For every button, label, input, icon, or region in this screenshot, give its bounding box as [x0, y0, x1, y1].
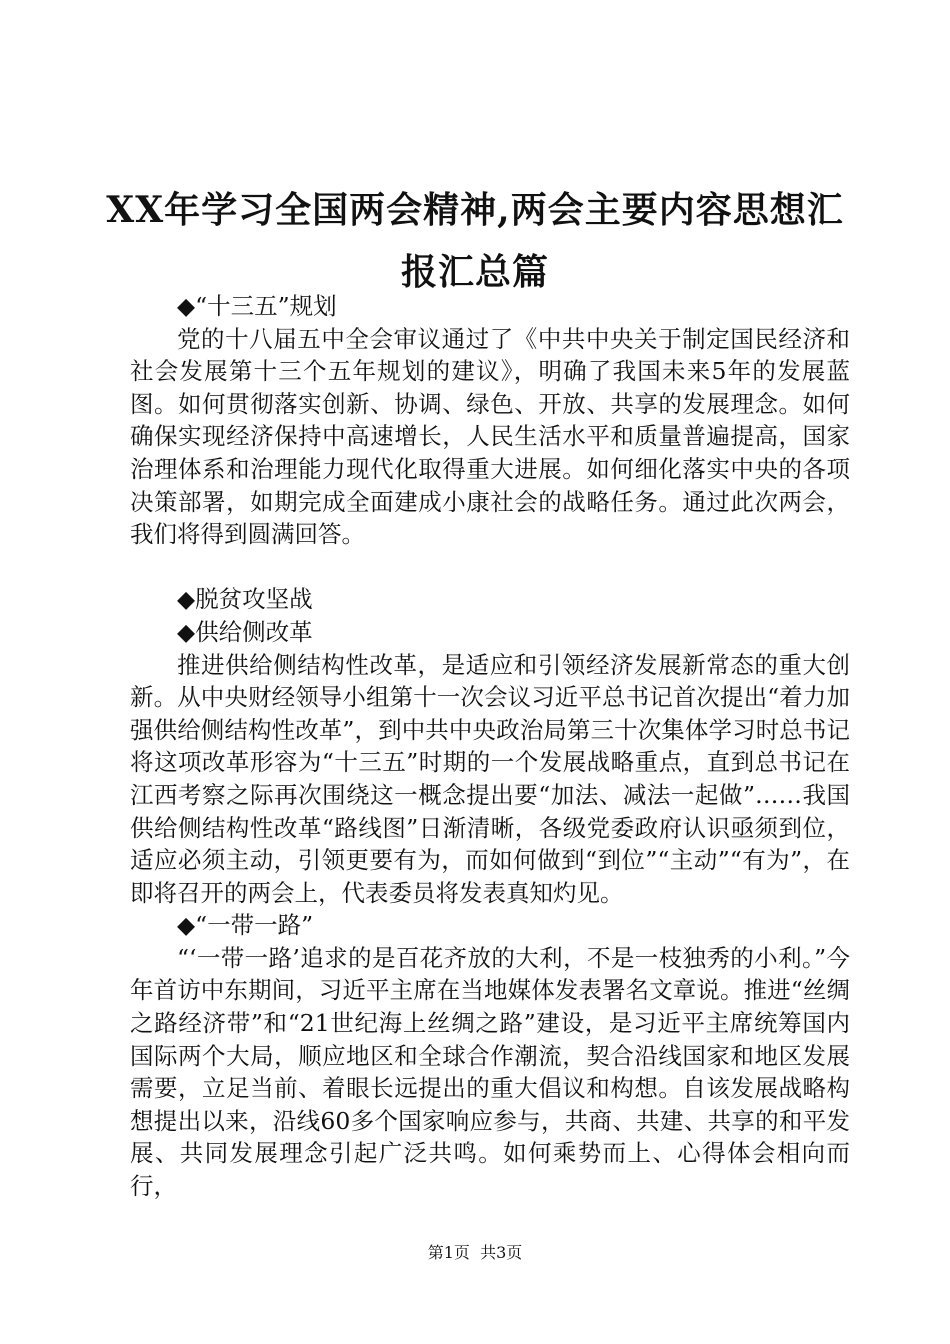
page-number: 第1页 — [427, 1243, 470, 1262]
page-footer — [0, 1243, 950, 1263]
document-body — [130, 290, 850, 1203]
section-heading-poverty: ◆脱贫攻坚战 — [177, 585, 313, 614]
document-title-line2: 报汇总篇 — [400, 251, 549, 293]
section-heading-plan: ◆“十三五”规划 — [177, 292, 337, 320]
section-heading-supply-side: ◆供给侧改革 — [177, 617, 313, 646]
page-total: 共3页 — [480, 1243, 523, 1262]
section-paragraph-supply-side: 推进供给侧结构性改革，是适应和引领经济发展新常态的重大创新。从中央财经领导小组第十一次会议习近平总书记首次提出“着力加强供给侧结构性改革”，到中共中央政治局第三十次集体学习时总书记将这项改革形容为“十三五”时期的一个发展战略重点，直到总书记在江西考察之际再次围绕这一概念提出要“加法、减法一起做”……我国供给侧结构性改革“路线图”日渐清晰，各级党委政府认识亟须到位，适应必须主动，引领更要有为，而如何做到“到位”“主动”“有为”，在即将召开的两会上，代表委员将发表真知灼见。 — [130, 650, 850, 907]
section-heading-belt-road: ◆“一带一路” — [177, 911, 314, 940]
section-paragraph-plan: 党的十八届五中全会审议通过了《中共中央关于制定国民经济和社会发展第十三个五年规划的建议》，明确了我国未来5年的发展蓝图。如何贯彻落实创新、协调、绿色、开放、共享的发展理念。如何确保实现经济保持中高速增长，人民生活水平和质量普遍提高，国家治理体系和治理能力现代化取得重大进展。如何细化落实中央的各项决策部署，如期完成全面建成小康社会的战略任务。通过此次两会，我们将得到圆满回答。 — [130, 324, 850, 549]
document-title-line1: XX年学习全国两会精神,两会主要内容思想汇 — [106, 189, 844, 231]
section-paragraph-belt-road: “‘一带一路’追求的是百花齐放的大利，不是一枝独秀的小利。”今年首访中东期间，习近平主席在当地媒体发表署名文章说。推进“丝绸之路经济带”和“21世纪海上丝绸之路”建设，是习近平主席统筹国内国际两个大局，顺应地区和全球合作潮流，契合沿线国家和地区发展需要，立足当前、着眼长远提出的重大倡议和构想。自该发展战略构想提出以来，沿线60多个国家响应参与，共商、共建、共享的和平发展、共同发展理念引起广泛共鸣。如何乘势而上、心得体会相向而行， — [130, 943, 850, 1201]
paragraph-spacer — [130, 551, 850, 584]
